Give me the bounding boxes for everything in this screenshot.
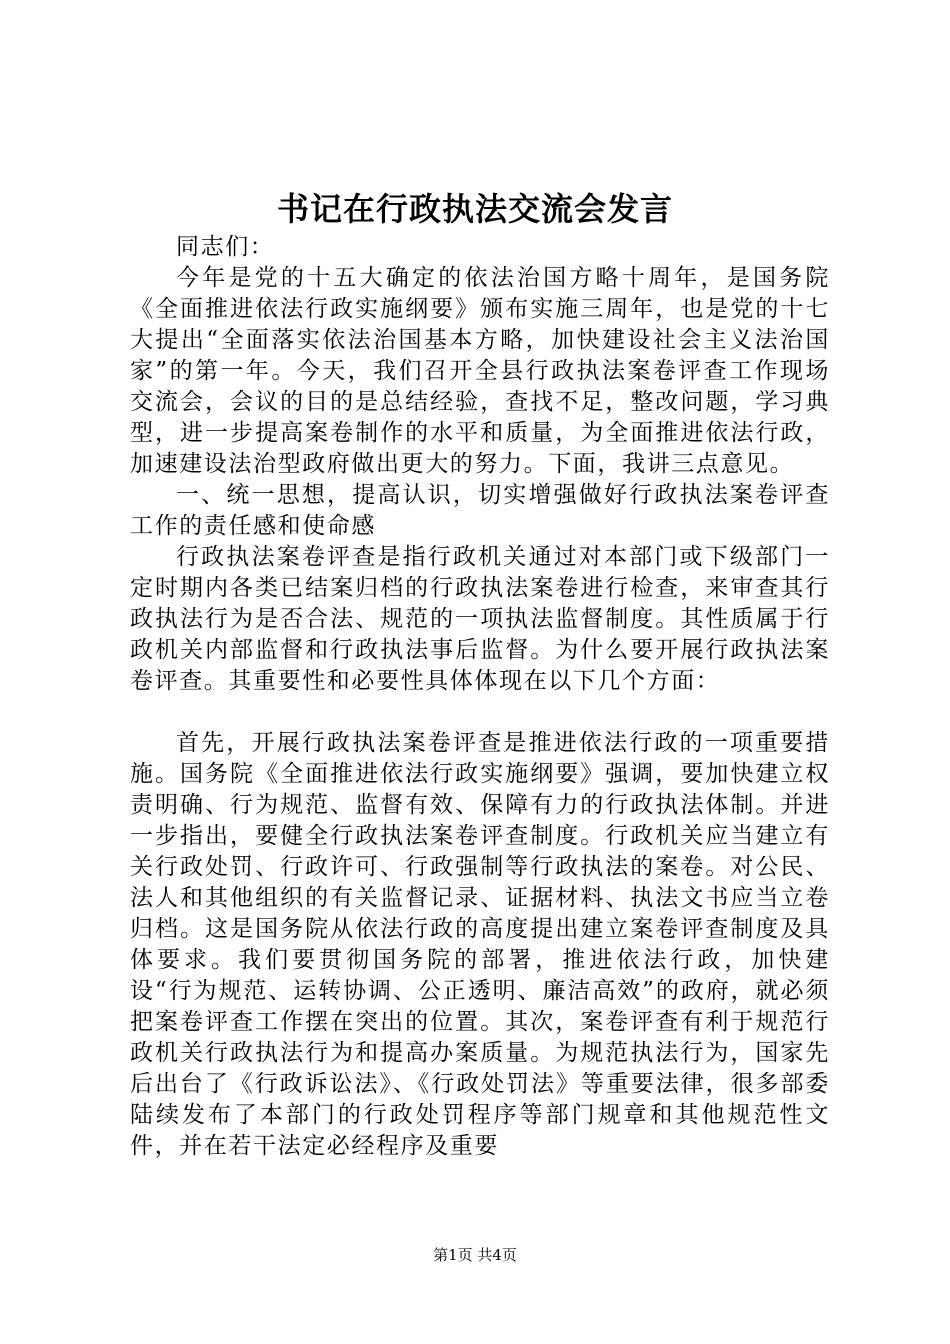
document-body: [130, 232, 830, 1162]
section-heading: 一、统一思想，提高认识，切实增强做好行政执法案卷评查工作的责任感和使命感: [130, 482, 830, 539]
intro-paragraph: 今年是党的十五大确定的依法治国方略十周年，是国务院《全面推进依法行政实施纲要》颁布实施三周年，也是党的十七大提出“全面落实依法治国基本方略，加快建设社会主义法治国家”的第一年。今天，我们召开全县行政执法案卷评查工作现场交流会，会议的目的是总结经验，查找不足，整改问题，学习典型，进一步提高案卷制作的水平和质量，为全面推进依法行政，加速建设法治型政府做出更大的努力。下面，我讲三点意见。: [130, 265, 830, 477]
document-title: 书记在行政执法交流会发言: [276, 190, 673, 228]
definition-paragraph: 行政执法案卷评查是指行政机关通过对本部门或下级部门一定时期内各类已结案归档的行政执法案卷进行检查，来审查其行政执法行为是否合法、规范的一项执法监督制度。其性质属于行政机关内部监督和行政执法事后监督。为什么要开展行政执法案卷评查。其重要性和必要性具体体现在以下几个方面：: [130, 544, 830, 694]
salutation-paragraph: 同志们：: [176, 234, 275, 260]
first-point-paragraph: 首先，开展行政执法案卷评查是推进依法行政的一项重要措施。国务院《全面推进依法行政实施纲要》强调，要加快建立权责明确、行为规范、监督有效、保障有力的行政执法体制。并进一步指出，要健全行政执法案卷评查制度。行政机关应当建立有关行政处罚、行政许可、行政强制等行政执法的案卷。对公民、法人和其他组织的有关监督记录、证据材料、执法文书应当立卷归档。这是国务院从依法行政的高度提出建立案卷评查制度及具体要求。我们要贯彻国务院的部署，推进依法行政，加快建设“行为规范、运转协调、公正透明、廉洁高效”的政府，就必须把案卷评查工作摆在突出的位置。其次，案卷评查有利于规范行政机关行政执法行为和提高办案质量。为规范执法行为，国家先后出台了《行政诉讼法》、《行政处罚法》等重要法律，很多部委陆续发布了本部门的行政处罚程序等部门规章和其他规范性文件，并在若干法定必经程序及重要: [130, 730, 830, 1159]
page-footer: 第1页 共4页: [433, 1246, 517, 1264]
